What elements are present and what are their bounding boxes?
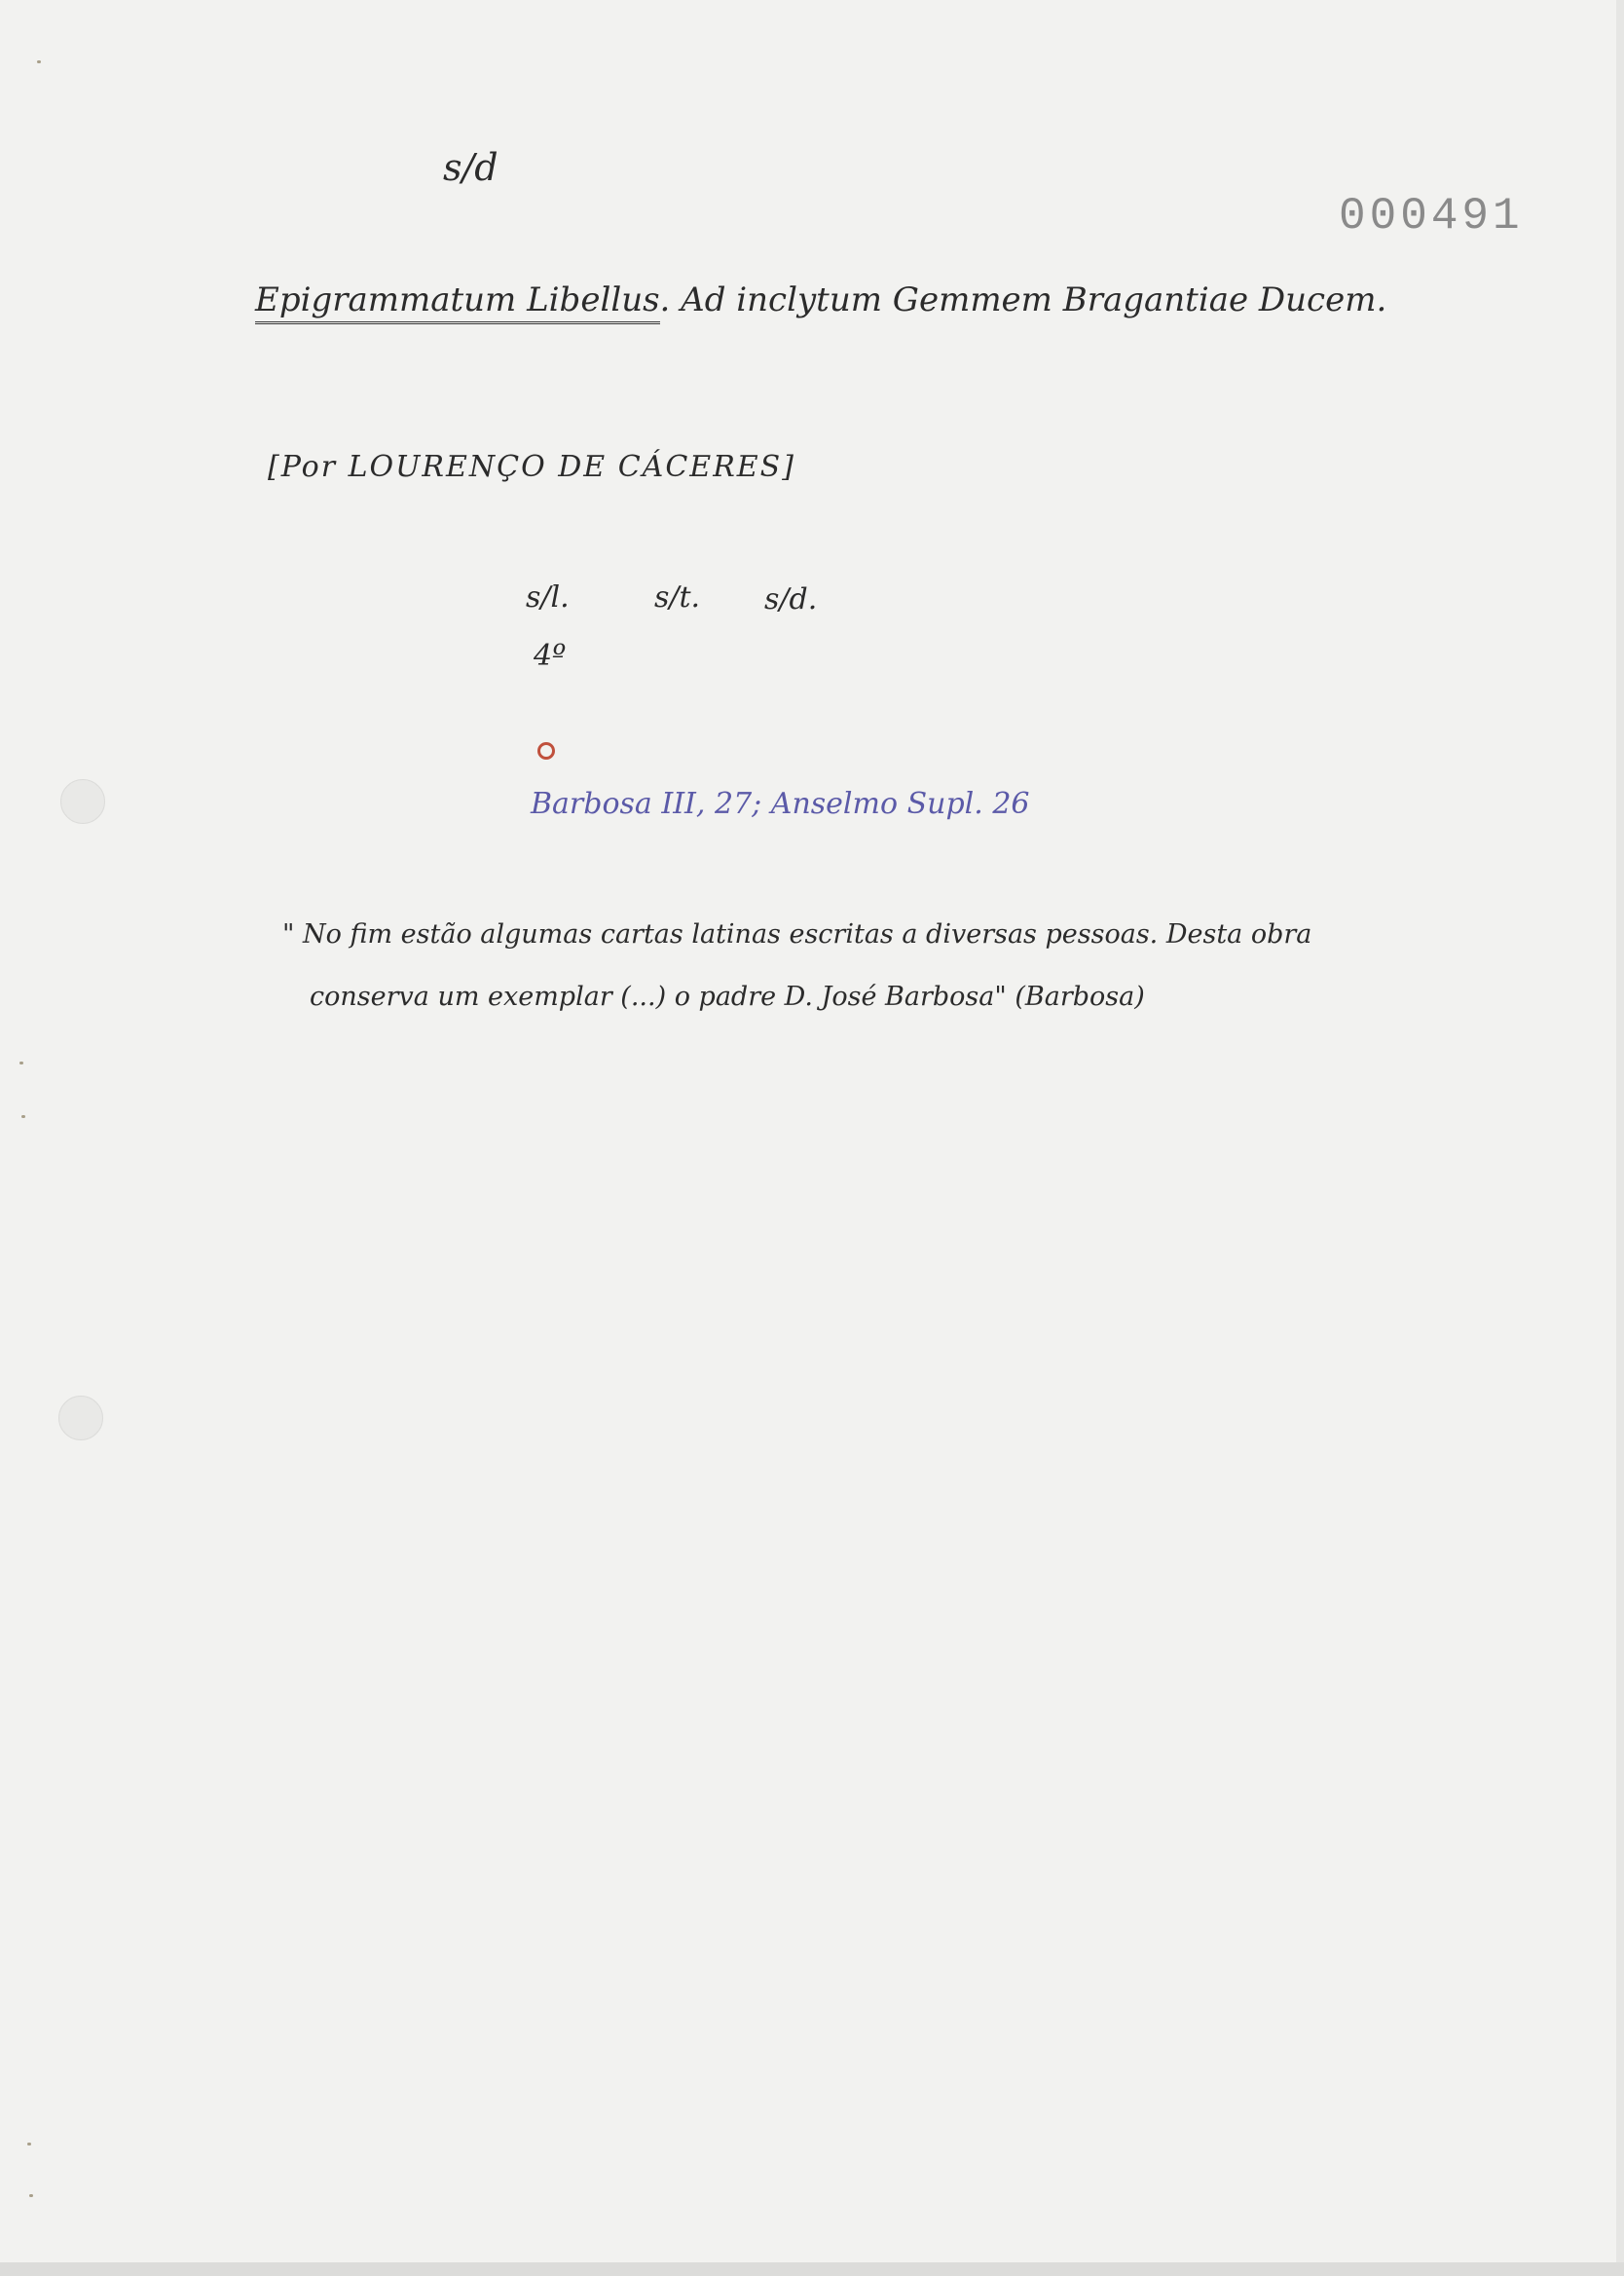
page-bottom-edge (0, 2262, 1624, 2276)
imprint-date: s/d. (764, 582, 818, 616)
punch-hole-lower (58, 1396, 103, 1440)
paper-speck (19, 1062, 23, 1064)
paper-speck (37, 60, 41, 63)
red-circle-mark (537, 742, 555, 760)
title-main: Epigrammatum Libellus (255, 280, 660, 324)
references: Barbosa III, 27; Anselmo Supl. 26 (531, 787, 1030, 821)
format: 4º (534, 639, 567, 673)
title-line (255, 280, 1386, 319)
paper-speck (21, 1115, 25, 1118)
note-line-2: conserva um exemplar (...) o padre D. José Barbosa" (Barbosa) (310, 982, 1145, 1012)
author-line: [Por LOURENÇO DE CÁCERES] (268, 450, 795, 484)
page-right-edge (1616, 0, 1624, 2276)
date-top: s/d (443, 146, 498, 189)
imprint-place: s/l. (526, 580, 570, 615)
imprint-printer: s/t. (654, 580, 701, 615)
note-line-1: " No fim estão algumas cartas latinas escritas a diversas pessoas. Desta obra (282, 919, 1312, 950)
stamp-number: 000491 (1339, 191, 1524, 242)
title-rest: . Ad inclytum Gemmem Bragantiae Ducem. (659, 280, 1387, 319)
punch-hole-upper (60, 779, 105, 824)
paper-speck (27, 2143, 31, 2145)
paper-speck (29, 2194, 33, 2197)
